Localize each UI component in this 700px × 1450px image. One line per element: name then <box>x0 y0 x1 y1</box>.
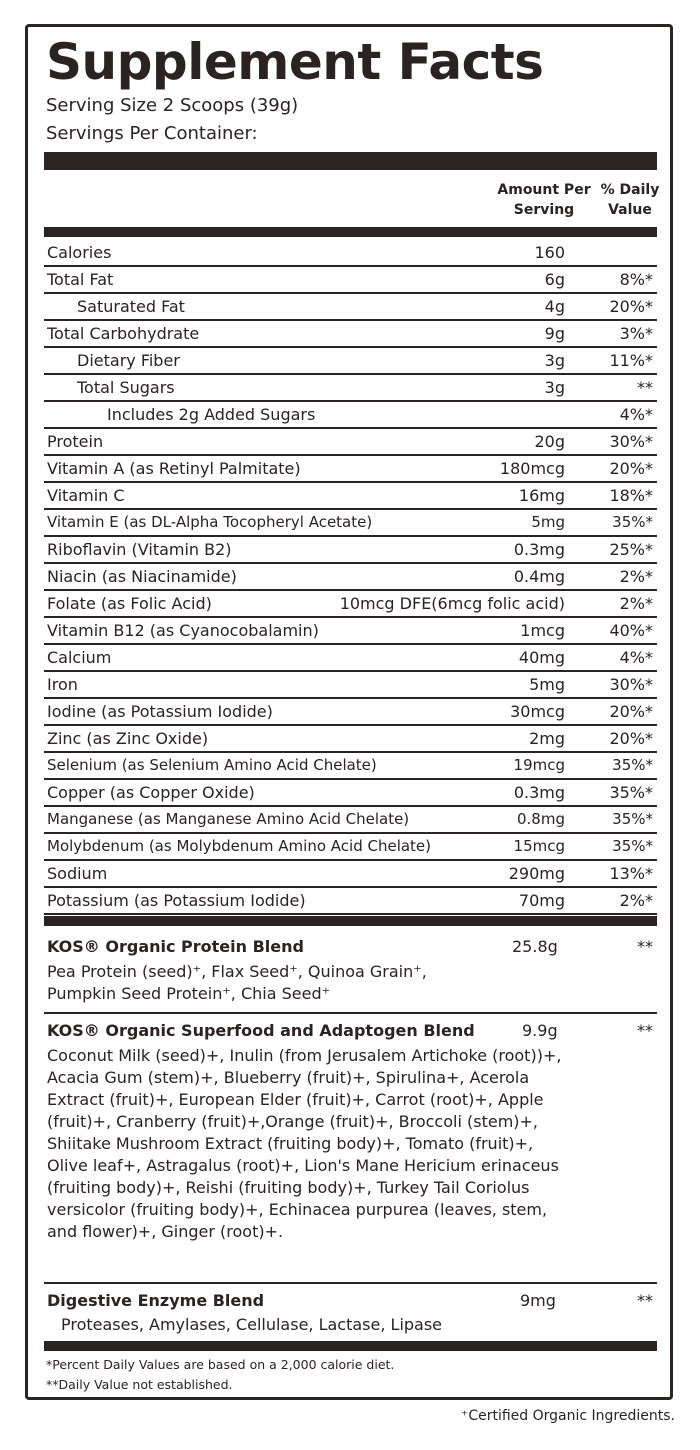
blend-name: KOS® Organic Superfood and Adaptogen Blend <box>47 1021 475 1040</box>
nutrient-amount: 10mcg DFE(6mcg folic acid) <box>339 594 565 613</box>
nutrient-name: Total Carbohydrate <box>47 324 200 343</box>
nutrient-name: Folate (as Folic Acid) <box>47 594 212 613</box>
table-row <box>44 834 657 861</box>
nutrient-amount: 70mg <box>518 891 565 910</box>
thick-divider-bottom <box>44 1341 657 1351</box>
nutrient-name: Manganese (as Manganese Amino Acid Chelate) <box>47 810 410 828</box>
table-row <box>44 780 657 807</box>
blend-ingredients: Pea Protein (seed)⁺, Flax Seed⁺, Quinoa Grain⁺, Pumpkin Seed Protein⁺, Chia Seed⁺ <box>47 962 427 1003</box>
nutrient-amount: 16mg <box>518 486 565 505</box>
table-row <box>44 753 657 780</box>
nutrient-name: Riboflavin (Vitamin B2) <box>47 540 232 559</box>
nutrient-daily-value: 35%* <box>612 756 653 774</box>
nutrient-name: Vitamin C <box>47 486 125 505</box>
nutrient-daily-value: 40%* <box>609 621 653 640</box>
blend-dv: ** <box>637 937 653 956</box>
nutrient-daily-value: 20%* <box>609 297 653 316</box>
nutrient-amount: 9g <box>544 324 565 343</box>
nutrient-daily-value: 35%* <box>612 837 653 855</box>
blend-dv: ** <box>637 1021 653 1040</box>
nutrient-name: Calcium <box>47 648 112 667</box>
nutrient-daily-value: 4%* <box>619 405 653 424</box>
table-row <box>44 672 657 699</box>
nutrient-daily-value: 35%* <box>612 810 653 828</box>
nutrient-name: Niacin (as Niacinamide) <box>47 567 237 586</box>
blend-amount: 9mg <box>520 1291 556 1310</box>
table-row <box>44 240 657 267</box>
nutrient-amount: 0.3mg <box>513 540 565 559</box>
nutrient-amount: 6g <box>544 270 565 289</box>
table-row <box>44 699 657 726</box>
nutrient-name: Selenium (as Selenium Amino Acid Chelate) <box>47 756 377 774</box>
nutrient-daily-value: 13%* <box>609 864 653 883</box>
nutrient-name: Vitamin A (as Retinyl Palmitate) <box>47 459 301 478</box>
blend-amount: 9.9g <box>522 1021 558 1040</box>
table-row <box>44 348 657 375</box>
nutrient-amount: 4g <box>544 297 565 316</box>
blend-ingredients: Proteases, Amylases, Cellulase, Lactase, Lipase <box>61 1315 443 1334</box>
nutrient-amount: 290mg <box>508 864 565 883</box>
blend-dv: ** <box>637 1291 653 1310</box>
table-row <box>44 375 657 402</box>
nutrient-daily-value: 2%* <box>619 594 653 613</box>
nutrient-daily-value: 30%* <box>609 675 653 694</box>
nutrient-daily-value: 11%* <box>609 351 653 370</box>
divider <box>44 1012 657 1014</box>
thick-divider-blends <box>44 916 657 926</box>
nutrient-amount: 160 <box>534 243 565 262</box>
table-row <box>44 861 657 888</box>
table-row <box>44 321 657 348</box>
nutrient-name: Copper (as Copper Oxide) <box>47 783 255 802</box>
nutrient-daily-value: 2%* <box>619 567 653 586</box>
nutrient-daily-value: 35%* <box>609 783 653 802</box>
nutrient-daily-value: 25%* <box>609 540 653 559</box>
nutrient-amount: 19mcg <box>513 756 565 774</box>
divider <box>44 1282 657 1284</box>
nutrient-amount: 0.4mg <box>513 567 565 586</box>
nutrient-name: Dietary Fiber <box>77 351 180 370</box>
header-daily-value: % Daily Value <box>600 182 660 218</box>
table-row <box>44 510 657 537</box>
nutrient-amount: 5mg <box>529 675 565 694</box>
table-row <box>44 618 657 645</box>
table-row <box>44 645 657 672</box>
nutrient-name: Calories <box>47 243 112 262</box>
nutrient-amount: 40mg <box>518 648 565 667</box>
nutrient-name: Potassium (as Potassium Iodide) <box>47 891 306 910</box>
nutrient-name: Includes 2g Added Sugars <box>107 405 316 424</box>
nutrient-daily-value: 35%* <box>612 513 653 531</box>
table-row <box>44 294 657 321</box>
nutrient-amount: 180mcg <box>499 459 565 478</box>
nutrient-daily-value: 18%* <box>609 486 653 505</box>
servings-per-container: Servings Per Container: <box>46 123 258 144</box>
nutrient-amount: 30mcg <box>510 702 565 721</box>
nutrient-table <box>44 240 657 915</box>
blend-name: Digestive Enzyme Blend <box>47 1291 265 1310</box>
nutrient-amount: 20g <box>534 432 565 451</box>
blend-amount: 25.8g <box>512 937 558 956</box>
table-row <box>44 807 657 834</box>
nutrient-name: Vitamin B12 (as Cyanocobalamin) <box>47 621 319 640</box>
nutrient-daily-value: 20%* <box>609 702 653 721</box>
table-row <box>44 888 657 915</box>
thick-divider-top <box>44 152 657 170</box>
footnote-percent-dv: *Percent Daily Values are based on a 2,000 calorie diet. <box>46 1357 395 1372</box>
table-row <box>44 267 657 294</box>
nutrient-amount: 3g <box>544 351 565 370</box>
table-row <box>44 429 657 456</box>
nutrient-amount: 0.3mg <box>513 783 565 802</box>
table-row <box>44 402 657 429</box>
table-row <box>44 483 657 510</box>
nutrient-daily-value: 2%* <box>619 891 653 910</box>
nutrient-daily-value: 30%* <box>609 432 653 451</box>
nutrient-name: Iodine (as Potassium Iodide) <box>47 702 273 721</box>
nutrient-daily-value: 20%* <box>609 729 653 748</box>
nutrient-name: Vitamin E (as DL-Alpha Tocopheryl Acetate) <box>47 513 373 531</box>
nutrient-name: Total Sugars <box>77 378 175 397</box>
nutrient-name: Iron <box>47 675 78 694</box>
protein-blend <box>44 937 657 1017</box>
nutrient-daily-value: 20%* <box>609 459 653 478</box>
nutrient-daily-value: 3%* <box>619 324 653 343</box>
nutrient-name: Sodium <box>47 864 108 883</box>
nutrient-name: Total Fat <box>47 270 114 289</box>
table-row <box>44 726 657 753</box>
nutrient-name: Molybdenum (as Molybdenum Amino Acid Chelate) <box>47 837 432 855</box>
serving-size: Serving Size 2 Scoops (39g) <box>46 95 299 116</box>
header-amount: Amount Per Serving <box>497 182 591 218</box>
table-row <box>44 591 657 618</box>
nutrient-amount: 1mcg <box>520 621 565 640</box>
footnote-dv-not-established: **Daily Value not established. <box>46 1377 233 1392</box>
nutrient-amount: 5mg <box>531 513 565 531</box>
nutrient-name: Zinc (as Zinc Oxide) <box>47 729 209 748</box>
table-row <box>44 564 657 591</box>
table-row <box>44 537 657 564</box>
blend-ingredients: Coconut Milk (seed)+, Inulin (from Jerusalem Artichoke (root))+, Acacia Gum (stem)+, Blueberry (fruit)+, Spirulina+, Acerola Extract (fruit)+, European Elder (fruit)+, Carrot (root)+, Apple (fruit)+, Cranberry (fruit)+,Orange (fruit)+, Broccoli (stem)+, Shiitake Mushroom Extract (fruiting body)+, Tomato (fruit)+, Olive leaf+, Astragalus (root)+, Lion's Mane Hericium erinaceus (fruiting body)+, Reishi (fruiting body)+, Turkey Tail Coriolus versicolor (fruiting body)+, Echinacea purpurea (leaves, stem, and flower)+, Ginger (root)+. <box>47 1046 562 1241</box>
certified-organic-note: ⁺Certified Organic Ingredients. <box>460 1408 675 1424</box>
nutrient-name: Saturated Fat <box>77 297 185 316</box>
nutrient-amount: 2mg <box>529 729 565 748</box>
nutrient-daily-value: 4%* <box>619 648 653 667</box>
panel-title: Supplement Facts <box>46 33 544 91</box>
nutrient-amount: 0.8mg <box>517 810 565 828</box>
thick-divider-header <box>44 227 657 237</box>
supplement-facts-panel <box>25 24 673 1400</box>
nutrient-amount: 15mcg <box>513 837 565 855</box>
nutrient-amount: 3g <box>544 378 565 397</box>
nutrient-daily-value: ** <box>637 378 653 397</box>
nutrient-daily-value: 8%* <box>619 270 653 289</box>
blend-name: KOS® Organic Protein Blend <box>47 937 304 956</box>
table-row <box>44 456 657 483</box>
nutrient-name: Protein <box>47 432 104 451</box>
